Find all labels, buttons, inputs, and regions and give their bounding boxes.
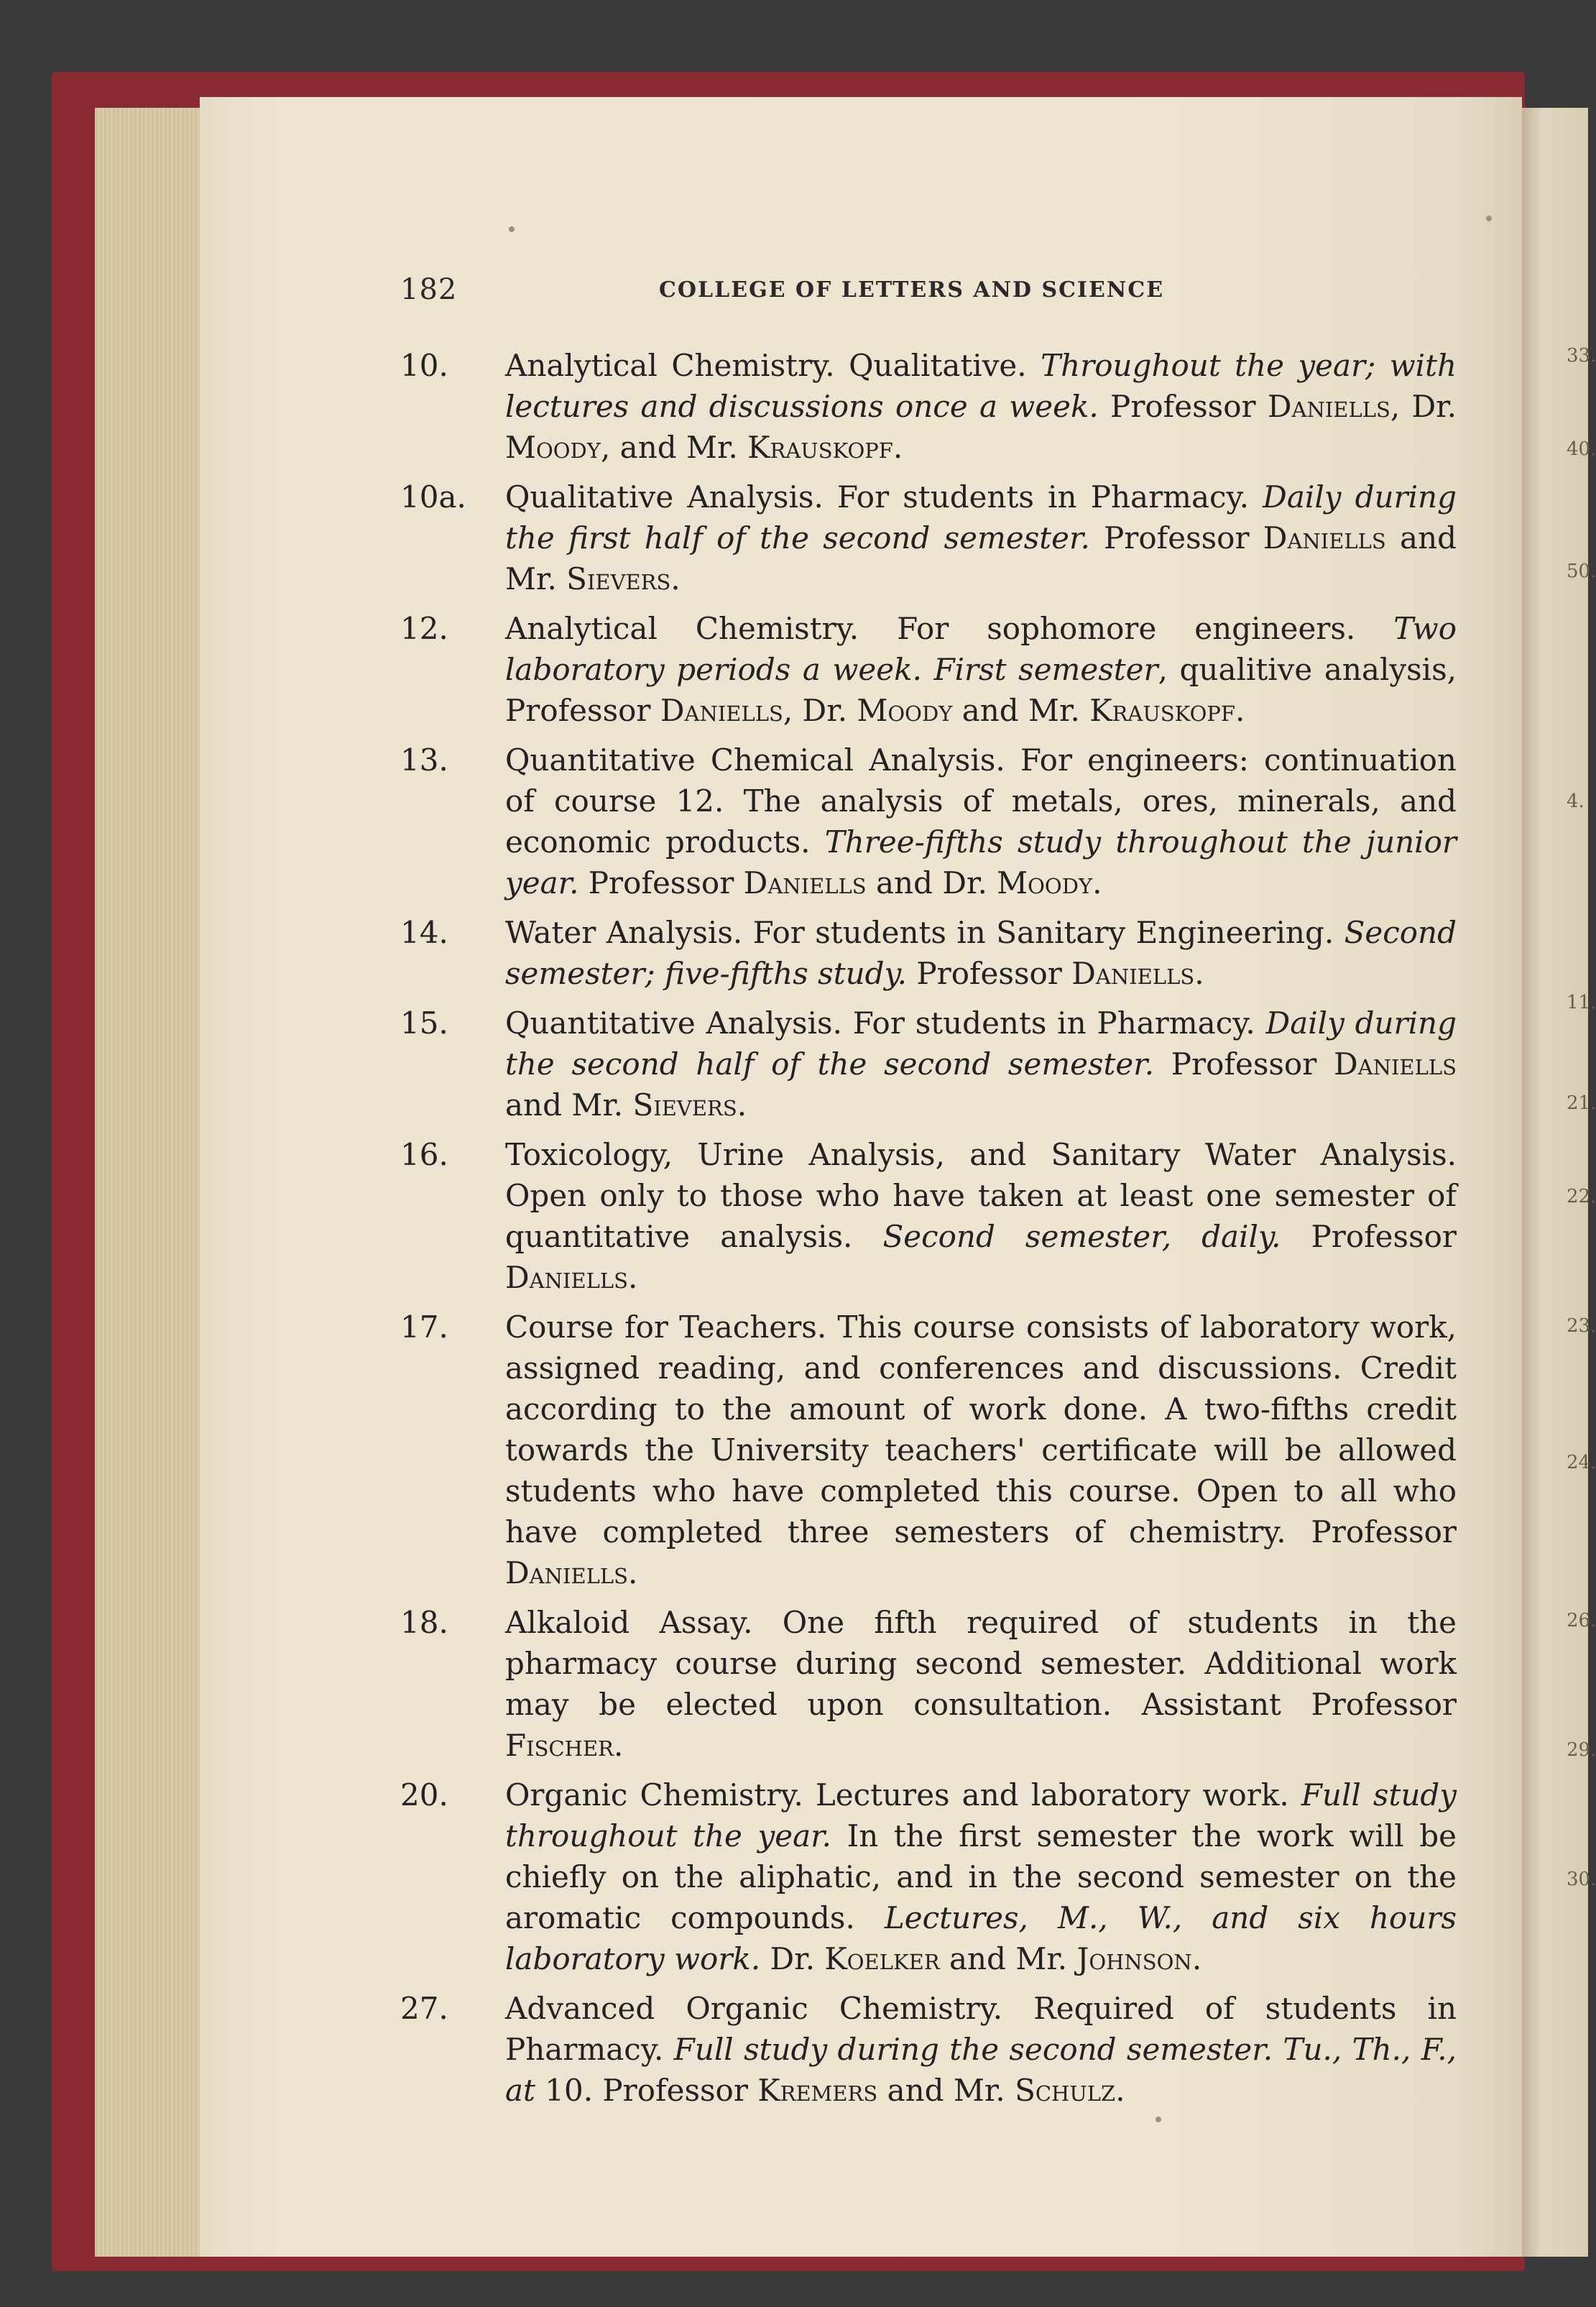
course-entry (400, 1003, 1457, 1125)
course-text: Professor (1089, 520, 1263, 556)
course-entry (400, 912, 1457, 994)
course-entry (400, 476, 1457, 599)
course-description (505, 1774, 1457, 1979)
course-number: 10. (400, 348, 448, 383)
course-description (505, 1988, 1457, 2111)
schedule-text: Second semester, daily. (882, 1219, 1281, 1254)
course-list (400, 345, 1457, 2119)
course-text: Professor (1154, 1046, 1334, 1082)
instructor-name: Sievers (632, 1087, 737, 1123)
facing-page-mark: 30. (1567, 1869, 1596, 1890)
course-text: Quantitative Chemical Analysis. For engineers: continuation of course 12. The analysis of metals, ores, minerals, and economic products. (505, 742, 1457, 860)
course-text: and Mr. (952, 693, 1090, 728)
course-entry (400, 1774, 1457, 1979)
facing-page-mark: 33. (1567, 345, 1596, 367)
instructor-name: Kremers (757, 2073, 878, 2108)
course-description (505, 1602, 1457, 1766)
course-number: 13. (400, 742, 448, 778)
instructor-name: Moody (857, 693, 953, 728)
course-text: . (628, 1260, 638, 1295)
course-text: and Mr. (505, 1087, 633, 1123)
schedule-text: Second semester; five-fifths study. (505, 915, 1457, 991)
course-description (505, 1134, 1457, 1298)
course-text: Water Analysis. For students in Sanitary Engineering. (505, 915, 1344, 950)
course-text: Professor (1098, 389, 1268, 424)
instructor-name: Krauskopf (747, 430, 893, 465)
course-text: and Mr. (939, 1941, 1077, 1976)
course-text: . (892, 430, 903, 465)
instructor-name: Daniells (505, 1260, 628, 1295)
course-entry (400, 1134, 1457, 1298)
instructor-name: Krauskopf (1089, 693, 1235, 728)
instructor-name: Daniells (505, 1555, 628, 1590)
course-text: . (613, 1728, 624, 1763)
schedule-text: Lectures, M., W., and six hours laboratory work. (505, 1900, 1457, 1976)
course-description (505, 740, 1457, 903)
course-text: . (628, 1555, 638, 1590)
instructor-name: Fischer (505, 1728, 614, 1763)
running-head (400, 273, 1449, 309)
course-text: Professor (578, 865, 744, 901)
course-text: . (670, 561, 681, 597)
course-text: . (1194, 956, 1204, 991)
course-text: Analytical Chemistry. For sophomore engineers. (505, 611, 1394, 646)
schedule-text: Full study throughout the year. (505, 1777, 1457, 1854)
course-description (505, 1003, 1457, 1125)
course-text: In the first semester the work will be chiefly on the aliphatic, and in the second semester on the aromatic compounds. (505, 1818, 1457, 1935)
course-text: , Dr. (783, 693, 857, 728)
course-text: and Mr. (877, 2073, 1015, 2108)
course-text: . (1092, 865, 1102, 901)
course-text: Qualitative Analysis. For students in Pharmacy. (505, 479, 1263, 515)
course-description (505, 476, 1457, 599)
schedule-text: Three-fifths study throughout the junior year. (505, 824, 1457, 901)
course-text: . (1115, 2073, 1125, 2108)
course-number: 16. (400, 1137, 448, 1172)
course-number: 12. (400, 611, 448, 646)
schedule-text: Daily during the first half of the second semester. (505, 479, 1457, 556)
course-entry (400, 608, 1457, 731)
running-title: COLLEGE OF LETTERS AND SCIENCE (659, 277, 1165, 303)
facing-page-mark: 40. (1567, 438, 1596, 460)
schedule-text: Throughout the year; with lectures and discussions once a week. (505, 348, 1457, 424)
course-number: 27. (400, 1991, 448, 2026)
instructor-name: Sievers (566, 561, 671, 597)
course-number: 15. (400, 1005, 448, 1041)
page-edges (95, 108, 203, 2257)
course-entry (400, 1988, 1457, 2111)
page-number: 182 (400, 273, 458, 306)
facing-page-mark: 23. (1567, 1315, 1596, 1337)
course-text: Quantitative Analysis. For students in Pharmacy. (505, 1005, 1266, 1041)
instructor-name: Daniells (743, 865, 867, 901)
instructor-name: Daniells (1333, 1046, 1457, 1082)
schedule-text: Full study during the second semester. Tu., Th., F., at (505, 2032, 1457, 2108)
course-text: Analytical Chemistry. Qualitative. (505, 348, 1041, 383)
instructor-name: Moody (505, 430, 601, 465)
course-text: Organic Chemistry. Lectures and laboratory work. (505, 1777, 1301, 1813)
instructor-name: Johnson (1076, 1941, 1192, 1976)
course-text: 10. Professor (535, 2073, 758, 2108)
course-entry (400, 740, 1457, 903)
facing-page-mark: 22. (1567, 1186, 1596, 1207)
course-text: Professor (1281, 1219, 1457, 1254)
course-text: Advanced Organic Chemistry. Required of students in Pharmacy. (505, 1991, 1457, 2067)
facing-page-mark: 4. (1567, 791, 1585, 812)
course-entry (400, 1602, 1457, 1766)
course-text: , and Mr. (600, 430, 748, 465)
instructor-name: Daniells (1071, 956, 1195, 991)
course-entry (400, 345, 1457, 468)
course-description (505, 608, 1457, 731)
course-text: Alkaloid Assay. One fifth required of students in the pharmacy course during second semester. Additional work may be elected upon consultation. Assistant Professor (505, 1605, 1457, 1722)
course-text: , Dr. (1390, 389, 1457, 424)
instructor-name: Schulz (1015, 2073, 1116, 2108)
gutter-marks (1567, 345, 1596, 1926)
course-text: Dr. (760, 1941, 825, 1976)
course-number: 17. (400, 1309, 448, 1345)
instructor-name: Daniells (1267, 389, 1390, 424)
course-text: Professor (907, 956, 1072, 991)
facing-page-mark: 21. (1567, 1092, 1596, 1114)
instructor-name: Daniells (1263, 520, 1386, 556)
course-text: Toxicology, Urine Analysis, and Sanitary Water Analysis. Open only to those who have taken at least one semester of quantitative analysis. (505, 1137, 1457, 1254)
course-text: and Dr. (866, 865, 997, 901)
schedule-text: Daily during the second half of the second semester. (505, 1005, 1457, 1082)
course-text: . (737, 1087, 747, 1123)
instructor-name: Koelker (824, 1941, 940, 1976)
course-description (505, 1307, 1457, 1593)
course-text: and Mr. (505, 520, 1457, 597)
course-text: , qualitive analysis, Professor (505, 652, 1457, 728)
page-speck (509, 226, 515, 232)
page-speck (1486, 216, 1492, 221)
instructor-name: Daniells (660, 693, 783, 728)
course-description (505, 912, 1457, 994)
course-text: Course for Teachers. This course consists of laboratory work, assigned reading, and conferences and discussions. Credit according to the amount of work done. A two-fifths credit towards the University teachers' certificate will be allowed students who have completed this course. Open to all who have completed three semesters of chemistry. Professor (505, 1309, 1457, 1549)
course-number: 20. (400, 1777, 448, 1813)
schedule-text: Two laboratory periods a week. First semester (505, 611, 1457, 687)
course-entry (400, 1307, 1457, 1593)
course-number: 14. (400, 915, 448, 950)
facing-page-mark: 24. (1567, 1452, 1596, 1473)
facing-page-mark: 50. (1567, 561, 1596, 582)
facing-page-mark: 26. (1567, 1610, 1596, 1631)
instructor-name: Moody (997, 865, 1093, 901)
course-description (505, 345, 1457, 468)
course-text: . (1235, 693, 1245, 728)
course-text: . (1191, 1941, 1202, 1976)
course-number: 18. (400, 1605, 448, 1640)
facing-page-mark: 29. (1567, 1739, 1596, 1761)
facing-page-mark: 11. (1567, 992, 1596, 1013)
course-number: 10a. (400, 479, 466, 515)
